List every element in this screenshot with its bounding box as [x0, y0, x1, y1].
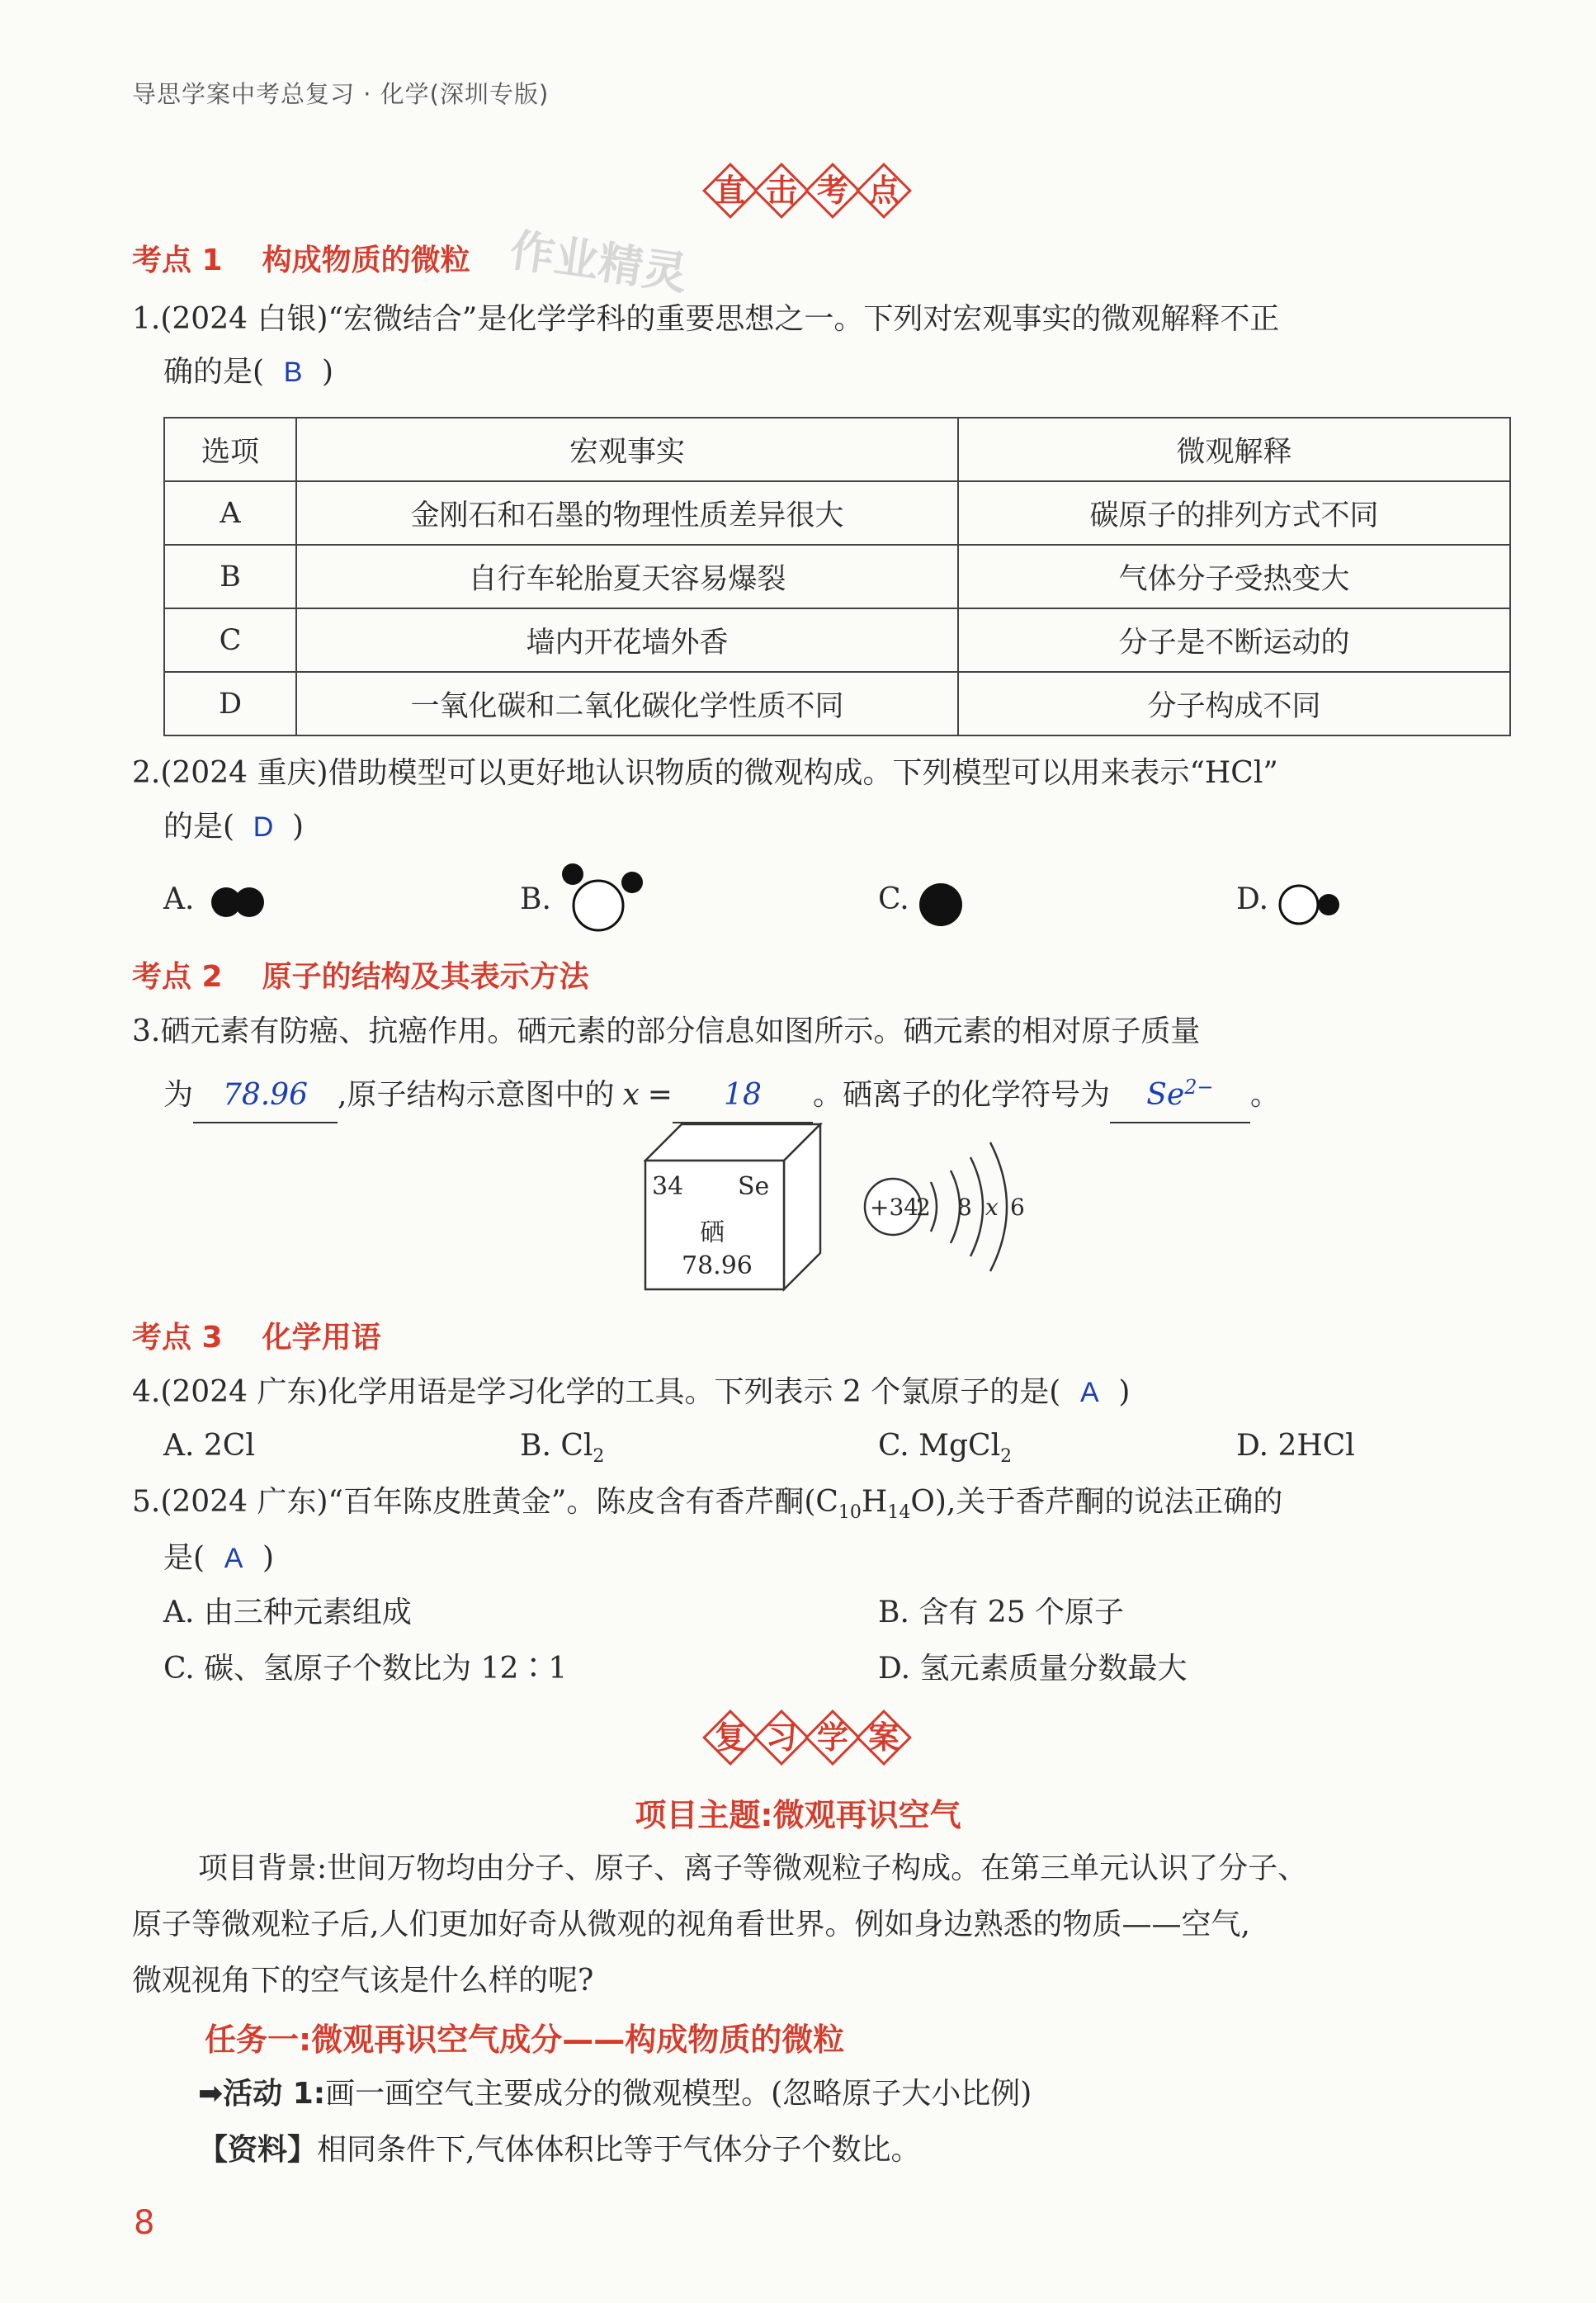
q1-table	[163, 417, 1511, 736]
q4-option	[878, 1420, 1012, 1483]
option-text: D. 2HCl	[1236, 1429, 1355, 1463]
formula-subscript: 10	[838, 1502, 862, 1524]
question-text: 确的是(	[163, 355, 265, 389]
table-cell: B	[164, 545, 296, 608]
table-cell: 自行车轮胎夏天容易爆裂	[296, 545, 958, 608]
info-text: 相同条件下,气体体积比等于气体分子个数比。	[317, 2133, 921, 2167]
kaodian-label: 考点 2	[132, 960, 223, 994]
option-text: C. MgCl	[878, 1429, 1001, 1463]
info-label: 【资料】	[198, 2133, 318, 2167]
section-title-char: 复	[714, 1719, 746, 1756]
table-cell: 气体分子受热变大	[958, 545, 1510, 608]
kaodian-title: 化学用语	[262, 1321, 381, 1355]
table-cell: 碳原子的排列方式不同	[958, 481, 1510, 545]
model-d-icon	[1277, 882, 1343, 931]
table-row	[164, 672, 1510, 735]
question-5-line2	[163, 1532, 274, 1585]
q5-option	[163, 1643, 567, 1695]
kaodian-1-heading	[132, 237, 470, 279]
table-row	[164, 608, 1510, 672]
project-background-line: 微观视角下的空气该是什么样的呢?	[132, 1964, 594, 1998]
ion-charge: 2−	[1184, 1076, 1214, 1099]
q5-option	[878, 1587, 1124, 1639]
element-name: 硒	[700, 1218, 725, 1247]
activity-1	[198, 2068, 1535, 2121]
option-b	[520, 873, 551, 926]
section-title-char: 击	[765, 173, 797, 209]
question-text: )	[322, 355, 334, 389]
answer-blank-mass: 78.96	[193, 1069, 338, 1123]
question-3-line2	[163, 1061, 1533, 1123]
question-number: 2.	[132, 756, 161, 790]
question-number: 5.	[132, 1485, 161, 1519]
option-label: A.	[163, 882, 195, 916]
activity-label: 活动 1:	[223, 2077, 326, 2111]
page-number: 8	[134, 2204, 155, 2242]
option-text: D. 氢元素质量分数最大	[878, 1652, 1188, 1686]
option-subscript: 2	[1000, 1446, 1013, 1468]
question-text: 是(	[163, 1541, 205, 1575]
watermark: 作业精灵	[507, 224, 691, 300]
q5-option	[878, 1643, 1187, 1695]
table-cell: 分子是不断运动的	[958, 608, 1510, 672]
project-title: 项目主题:微观再识空气	[635, 1797, 961, 1833]
table-header: 微观解释	[958, 418, 1510, 481]
formula-element: H	[861, 1485, 888, 1519]
option-label: B.	[520, 882, 551, 916]
q4-option	[520, 1420, 604, 1483]
option-text: A. 由三种元素组成	[163, 1596, 412, 1629]
question-4	[132, 1366, 1518, 1419]
kaodian-label: 考点 1	[132, 244, 223, 277]
kaodian-label: 考点 3	[132, 1321, 223, 1355]
option-label: C.	[878, 882, 909, 916]
option-subscript: 2	[593, 1446, 605, 1468]
question-text: O),关于香芹酮的说法正确的	[910, 1485, 1283, 1519]
question-1-line2	[163, 346, 333, 399]
question-text: (2024 广东)化学用语是学习化学的工具。下列表示 2 个氯原子的是(	[160, 1375, 1061, 1409]
table-cell: 金刚石和石墨的物理性质差异很大	[296, 481, 958, 545]
info-note	[198, 2124, 1535, 2177]
section-title-review	[703, 1710, 908, 1765]
shell-electrons: 6	[1010, 1194, 1025, 1221]
option-d	[1236, 873, 1268, 926]
answer-q5: A	[224, 1543, 243, 1574]
question-text: (2024 白银)“宏微结合”是化学学科的重要思想之一。下列对宏观事实的微观解释不正	[160, 302, 1280, 336]
model-a-icon	[208, 883, 274, 921]
table-header-row	[164, 418, 1510, 481]
table-row	[164, 545, 1510, 608]
question-1	[132, 293, 1518, 346]
option-text: A. 2Cl	[163, 1429, 255, 1463]
arrow-icon: ➡	[198, 2077, 224, 2111]
question-2	[132, 747, 1518, 800]
option-text: C. 碳、氢原子个数比为 12∶1	[163, 1652, 568, 1686]
nucleus-charge: +34	[870, 1194, 919, 1221]
question-text: 的是(	[163, 810, 235, 844]
question-text: 为	[163, 1078, 194, 1112]
task-1-heading: 任务一:微观再识空气成分——构成物质的微粒	[205, 2022, 845, 2058]
table-cell: A	[164, 481, 296, 545]
section-title-char: 案	[867, 1719, 900, 1756]
question-2-line2	[163, 801, 304, 854]
shell-electrons: 2	[916, 1194, 931, 1221]
ion-symbol: Se	[1146, 1078, 1185, 1112]
equals-sign: =	[647, 1078, 673, 1112]
question-text: 。硒离子的化学符号为	[812, 1078, 1110, 1112]
q5-option	[163, 1587, 412, 1639]
question-text: (2024 重庆)借助模型可以更好地认识物质的微观构成。下列模型可以用来表示“HCl”	[160, 756, 1278, 790]
question-text: 。	[1249, 1078, 1280, 1112]
section-title-char: 考	[816, 173, 848, 209]
formula-subscript: 14	[887, 1502, 911, 1524]
element-number: 34	[652, 1172, 684, 1201]
activity-text: 画一画空气主要成分的微观模型。(忽略原子大小比例)	[325, 2077, 1032, 2111]
section-title-char: 学	[816, 1719, 848, 1756]
table-header: 选项	[164, 418, 296, 481]
kaodian-2-heading	[132, 953, 589, 995]
shell-electrons: x	[985, 1194, 999, 1221]
question-text: )	[1118, 1375, 1131, 1409]
table-cell: 一氧化碳和二氧化碳化学性质不同	[296, 672, 958, 735]
model-b-icon	[553, 863, 652, 937]
element-mass: 78.96	[682, 1251, 753, 1280]
option-c	[878, 873, 909, 926]
q4-option	[163, 1420, 255, 1473]
answer-blank-ion	[1110, 1061, 1250, 1123]
kaodian-title: 原子的结构及其表示方法	[262, 960, 589, 994]
option-a	[163, 873, 194, 926]
project-background-line: 项目背景:世间万物均由分子、原子、离子等微观粒子构成。在第三单元认识了分子、	[198, 1851, 1308, 1885]
table-row	[164, 481, 1510, 545]
q4-option	[1236, 1420, 1355, 1473]
table-cell: 墙内开花墙外香	[296, 608, 958, 672]
question-text: )	[292, 810, 305, 844]
question-number: 4.	[132, 1375, 161, 1409]
shell-electrons: 8	[957, 1194, 972, 1221]
element-symbol: Se	[738, 1172, 770, 1201]
question-3	[132, 1005, 1518, 1058]
question-text: 硒元素有防癌、抗癌作用。硒元素的部分信息如图所示。硒元素的相对原子质量	[160, 1014, 1201, 1048]
model-c-icon	[916, 880, 966, 929]
question-number: 1.	[132, 302, 161, 336]
section-title-char: 直	[714, 173, 746, 209]
section-title-direct	[703, 163, 908, 218]
table-cell: D	[164, 672, 296, 735]
option-text: B. Cl	[520, 1429, 593, 1463]
section-title-char: 点	[867, 173, 900, 209]
kaodian-3-heading	[132, 1314, 381, 1356]
option-text: B. 含有 25 个原子	[878, 1596, 1125, 1629]
answer-q1: B	[283, 357, 303, 388]
question-text: (2024 广东)“百年陈皮胜黄金”。陈皮含有香芹酮(C	[160, 1485, 838, 1519]
project-background-line: 原子等微观粒子后,人们更加好奇从微观的视角看世界。例如身边熟悉的物质——空气,	[132, 1908, 1250, 1941]
table-cell: C	[164, 608, 296, 672]
answer-blank-x: 18	[673, 1069, 813, 1123]
option-label: D.	[1236, 882, 1269, 916]
kaodian-title: 构成物质的微粒	[262, 244, 470, 277]
answer-q4: A	[1080, 1377, 1099, 1408]
question-5	[132, 1476, 1535, 1539]
table-header: 宏观事实	[296, 418, 958, 481]
table-cell: 分子构成不同	[958, 672, 1510, 735]
page-header: 导思学案中考总复习 · 化学(深圳专版)	[132, 80, 550, 108]
section-title-char: 习	[765, 1719, 797, 1756]
question-text: ,原子结构示意图中的	[338, 1078, 615, 1112]
question-text: )	[262, 1541, 275, 1575]
variable-x: x	[622, 1078, 640, 1112]
question-number: 3.	[132, 1014, 161, 1048]
answer-q2: D	[253, 811, 274, 843]
